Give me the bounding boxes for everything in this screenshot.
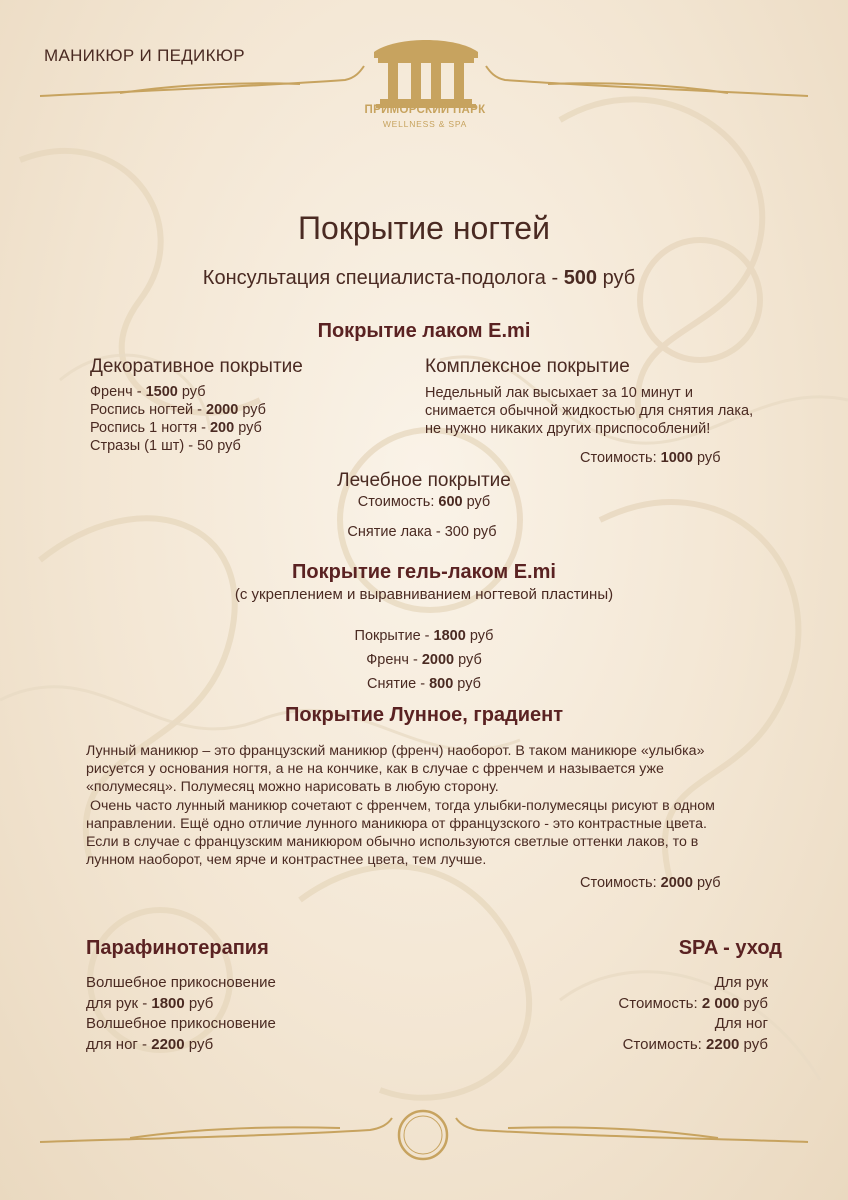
list-item: Роспись 1 ногтя - 200 руб [90,420,262,436]
list-item: Покрытие - 1800 руб [354,628,494,644]
gel-list [0,624,848,696]
list-item: Роспись ногтей - 2000 руб [90,402,266,418]
lunar-heading: Покрытие Лунное, градиент [284,704,564,726]
healing-heading: Лечебное покрытие [337,470,511,491]
lunar-description: Лунный маникюр – это французский маникюр (френч) наоборот. В таком маникюре «улыбка» рисуется у основания ногтя, а не на кончике, как в случае с френчем и называется уже «полумесяц». Полумесяц можно нарисовать в любую сторону. Очень часто лунный маникюр сочетают с френчем, тогда улыбки-полумесяцы рисуют в одном направлении. Ещё одно отличие лунного маникюра от французского - это контрастные цвета. Если в случае с французским маникюром обычно используются светлые оттенки лаков, то в лунном наоборот, чем ярче и контрастнее цвета, тем лучше. [86,743,715,869]
decorative-heading: Декоративное покрытие [90,356,303,377]
list-item: Стразы (1 шт) - 50 руб [90,438,241,454]
consultation-line [0,267,838,290]
lunar-cost: Стоимость: 2000 руб [580,875,721,891]
gel-subheading: (с укреплением и выравниванием ногтевой пластины) [234,586,614,603]
complex-heading: Комплексное покрытие [425,356,630,377]
consultation-price: 500 [563,267,598,289]
list-item: Френч - 1500 руб [90,384,206,400]
lacquer-removal: Снятие лака - 300 руб [347,524,497,540]
healing-cost: Стоимость: 600 руб [357,494,491,510]
consultation-label: Консультация специалиста-подолога - [202,267,564,289]
logo-subtitle: WELLNESS & SPA [382,119,468,129]
decorative-list [90,383,390,455]
logo-name: ПРИМОРСКИЙ ПАРК [364,104,486,116]
list-item: Снятие - 800 руб [367,676,481,692]
page-title: Покрытие ногтей [298,210,550,246]
paraffin-heading: Парафинотерапия [86,937,269,959]
complex-cost: Стоимость: 1000 руб [580,450,721,466]
spa-list: Для рук Стоимость: 2 000 руб Для ног Стоимость: 2200 руб [618,974,768,1053]
consultation-unit: руб [597,267,636,289]
gel-heading: Покрытие гель-лаком E.mi [292,561,556,583]
section-title: МАНИКЮР И ПЕДИКЮР [44,46,245,65]
lacquer-heading: Покрытие лаком E.mi [317,320,531,342]
ring-ornament-icon [396,1108,450,1162]
list-item: Френч - 2000 руб [366,652,482,668]
complex-description: Недельный лак высыхает за 10 минут и снимается обычной жидкостью для снятия лака, не нужно никаких других приспособлений! [425,385,754,437]
paraffin-list: Волшебное прикосновение для рук - 1800 руб Волшебное прикосновение для ног - 2200 руб [86,974,276,1053]
spa-heading: SPA - уход [678,937,782,959]
